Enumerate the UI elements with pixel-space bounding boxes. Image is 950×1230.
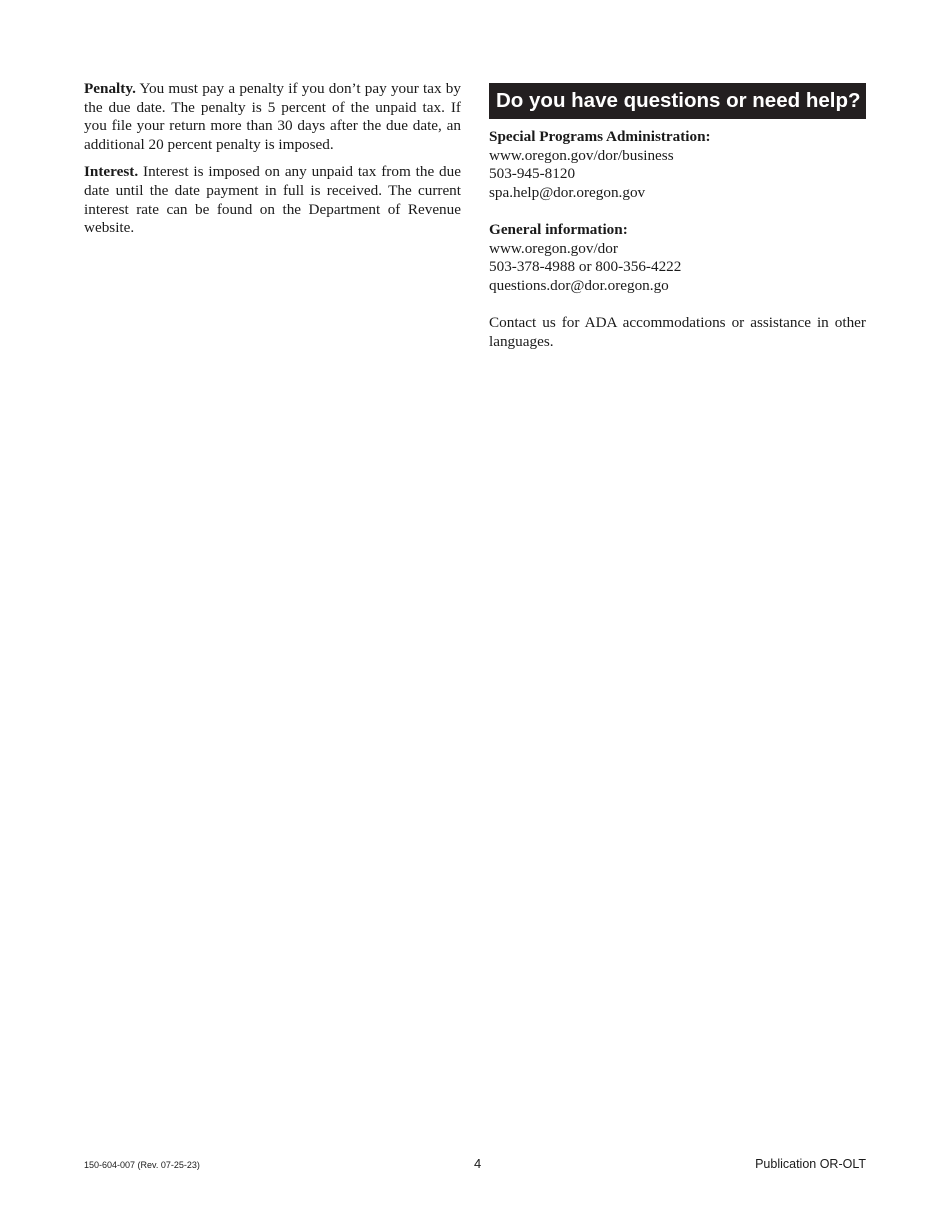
spa-heading: Special Programs Administration: — [489, 128, 711, 145]
penalty-text: You must pay a penalty if you don’t pay your tax by the due date. The penalty is 5 percent of the unpaid tax. If you file your return more than 30 days after the due date, an additional 20 percent penalty is imposed. — [84, 80, 461, 153]
penalty-lead: Penalty. — [84, 80, 136, 97]
page-footer — [84, 1155, 866, 1175]
general-heading: General information: — [489, 220, 628, 238]
help-section-title: Do you have questions or need help? — [489, 83, 866, 119]
form-number: 150-604-007 (Rev. 07-25-23) — [84, 1160, 200, 1170]
left-column — [84, 80, 461, 247]
publication-name: Publication OR-OLT — [755, 1157, 866, 1171]
right-column — [489, 83, 866, 351]
interest-lead: Interest. — [84, 163, 139, 181]
spa-phone: 503-945-8120 — [489, 165, 576, 183]
spa-website-link[interactable]: www.oregon.gov/dor/business — [489, 146, 674, 164]
page-number: 4 — [474, 1156, 482, 1171]
general-contact-block — [489, 221, 866, 295]
general-website-link[interactable]: www.oregon.gov/dor — [489, 239, 618, 257]
spa-contact-block — [489, 128, 866, 202]
interest-paragraph — [84, 163, 461, 237]
spa-email-link[interactable]: spa.help@dor.oregon.gov — [489, 183, 646, 201]
interest-text: Interest is imposed on any unpaid tax from the due date until the date payment in full is received. The current interest rate can be found on the Department of Revenue website. — [84, 163, 461, 237]
general-phone: 503-378-4988 or 800-356-4222 — [489, 258, 682, 276]
penalty-paragraph — [84, 80, 461, 154]
general-email-link[interactable]: questions.dor@dor.oregon.go — [489, 276, 669, 294]
ada-note: Contact us for ADA accommodations or assistance in other languages. — [489, 313, 866, 350]
